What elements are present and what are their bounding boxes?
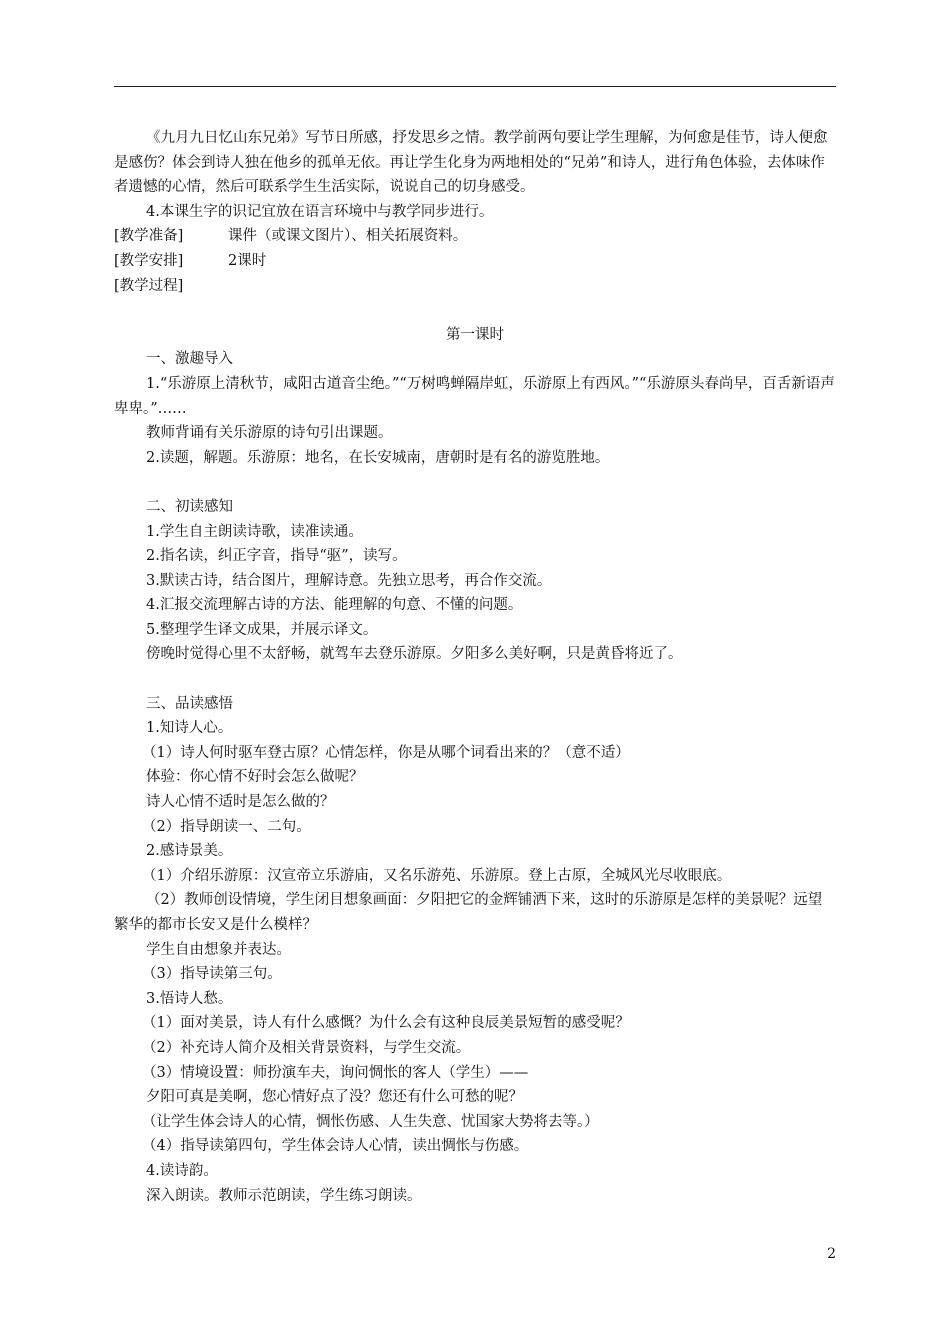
intro-paragraph: 《九月九日忆山东兄弟》写节日所感，抒发思乡之情。教学前两句要让学生理解，为何愈是佳节，诗人便愈是感伤？体会到诗人独在他乡的孤单无依。再让学生化身为两地相处的“兄弟”和诗人，进行角色体验，去体味作者遗憾的心情，然后可联系学生生活实际，说说自己的切身感受。: [114, 130, 828, 196]
section1-line: 1.“乐游原上清秋节，咸阳古道音尘绝。”“万树鸣蝉隔岸虹，乐游原上有西风。”“乐游原头春尚早，百舌新语声卑卑。”……: [114, 375, 835, 417]
header-rule: [114, 86, 836, 87]
section3-line: 深入朗读。教师示范朗读，学生练习朗读。: [146, 1187, 422, 1204]
section2-line: 4.汇报交流理解古诗的方法、能理解的句意、不懂的问题。: [146, 597, 523, 614]
section2-line: 5.整理学生译文成果，并展示译文。: [146, 621, 378, 638]
document-body: [114, 126, 836, 1208]
section3-line: 体验：你心情不好时会怎么做呢？: [146, 769, 364, 786]
intro-paragraph-2: 4.本课生字的识记宜放在语言环境中与教学同步进行。: [146, 203, 494, 220]
section3-line: （2）指导朗读一、二句。: [142, 818, 311, 835]
section3-line: （2）教师创设情境，学生闭目想象画面：夕阳把它的金辉铺洒下来，这时的乐游原是怎样的美景呢？远望繁华的都市长安又是什么模样？: [114, 892, 823, 933]
section1-heading: 一、激趣导入: [146, 351, 233, 368]
section2-line: 1.学生自主朗读诗歌，读准读通。: [146, 523, 363, 540]
prep-value: 课件（或课文图片）、相关拓展资料。: [228, 228, 468, 245]
section3-line: 诗人心情不适时是怎么做的？: [146, 794, 335, 811]
section3-line: 学生自由想象并表达。: [146, 941, 291, 958]
arrange-label: [教学安排]: [114, 252, 184, 269]
section2-heading: 二、初读感知: [146, 498, 233, 515]
arrange-line: [114, 249, 836, 274]
section3-line: （1）介绍乐游原：汉宣帝立乐游庙，又名乐游苑、乐游原。登上古原，全城风光尽收眼底。: [142, 867, 732, 884]
section2-line: 傍晚时觉得心里不太舒畅，就驾车去登乐游原。夕阳多么美好啊，只是黄昏将近了。: [146, 646, 683, 663]
section3-line: 2.感诗景美。: [146, 843, 233, 860]
section3-line: （2）补充诗人简介及相关背景资料，与学生交流。: [142, 1039, 471, 1056]
prep-line: [114, 224, 836, 249]
section3-line: （让学生体会诗人的心情，惆怅伤感、人生失意、忧国家大势将去等。）: [142, 1113, 599, 1130]
prep-label: [教学准备]: [114, 228, 184, 245]
process-label: [教学过程]: [114, 277, 184, 294]
section3-line: （4）指导读第四句，学生体会诗人心情，读出惆怅与伤感。: [142, 1138, 529, 1155]
section3-line: （3）情境设置：师扮演车夫，询问惆怅的客人（学生）——: [142, 1064, 529, 1081]
section3-line: 4.读诗韵。: [146, 1162, 218, 1179]
spacer: [114, 667, 836, 692]
section1-line: 教师背诵有关乐游原的诗句引出课题。: [146, 425, 393, 442]
section1-line: 2.读题，解题。乐游原：地名，在长安城南，唐朝时是有名的游览胜地。: [146, 449, 610, 466]
section3-line: （1）面对美景，诗人有什么感慨？为什么会有这种良辰美景短暂的感受呢？: [142, 1015, 630, 1032]
section3-heading: 三、品读感悟: [146, 695, 233, 712]
section3-line: 1.知诗人心。: [146, 720, 233, 737]
spacer: [114, 298, 836, 323]
section3-line: （1）诗人何时驱车登古原？心情怎样，你是从哪个词看出来的？（意不适）: [142, 744, 630, 761]
page-number: 2: [827, 1246, 836, 1262]
arrange-value: 2课时: [228, 252, 267, 269]
section3-line: 3.悟诗人愁。: [146, 990, 233, 1007]
section3-line: （3）指导读第三句。: [142, 966, 282, 983]
section3-line: 夕阳可真是美啊，您心情好点了没？您还有什么可愁的呢？: [146, 1089, 523, 1106]
section2-line: 3.默读古诗，结合图片，理解诗意。先独立思考，再合作交流。: [146, 572, 552, 589]
spacer: [114, 470, 836, 495]
lesson-title: 第一课时: [446, 326, 504, 343]
section2-line: 2.指名读，纠正字音，指导“驱”，读写。: [146, 548, 407, 565]
